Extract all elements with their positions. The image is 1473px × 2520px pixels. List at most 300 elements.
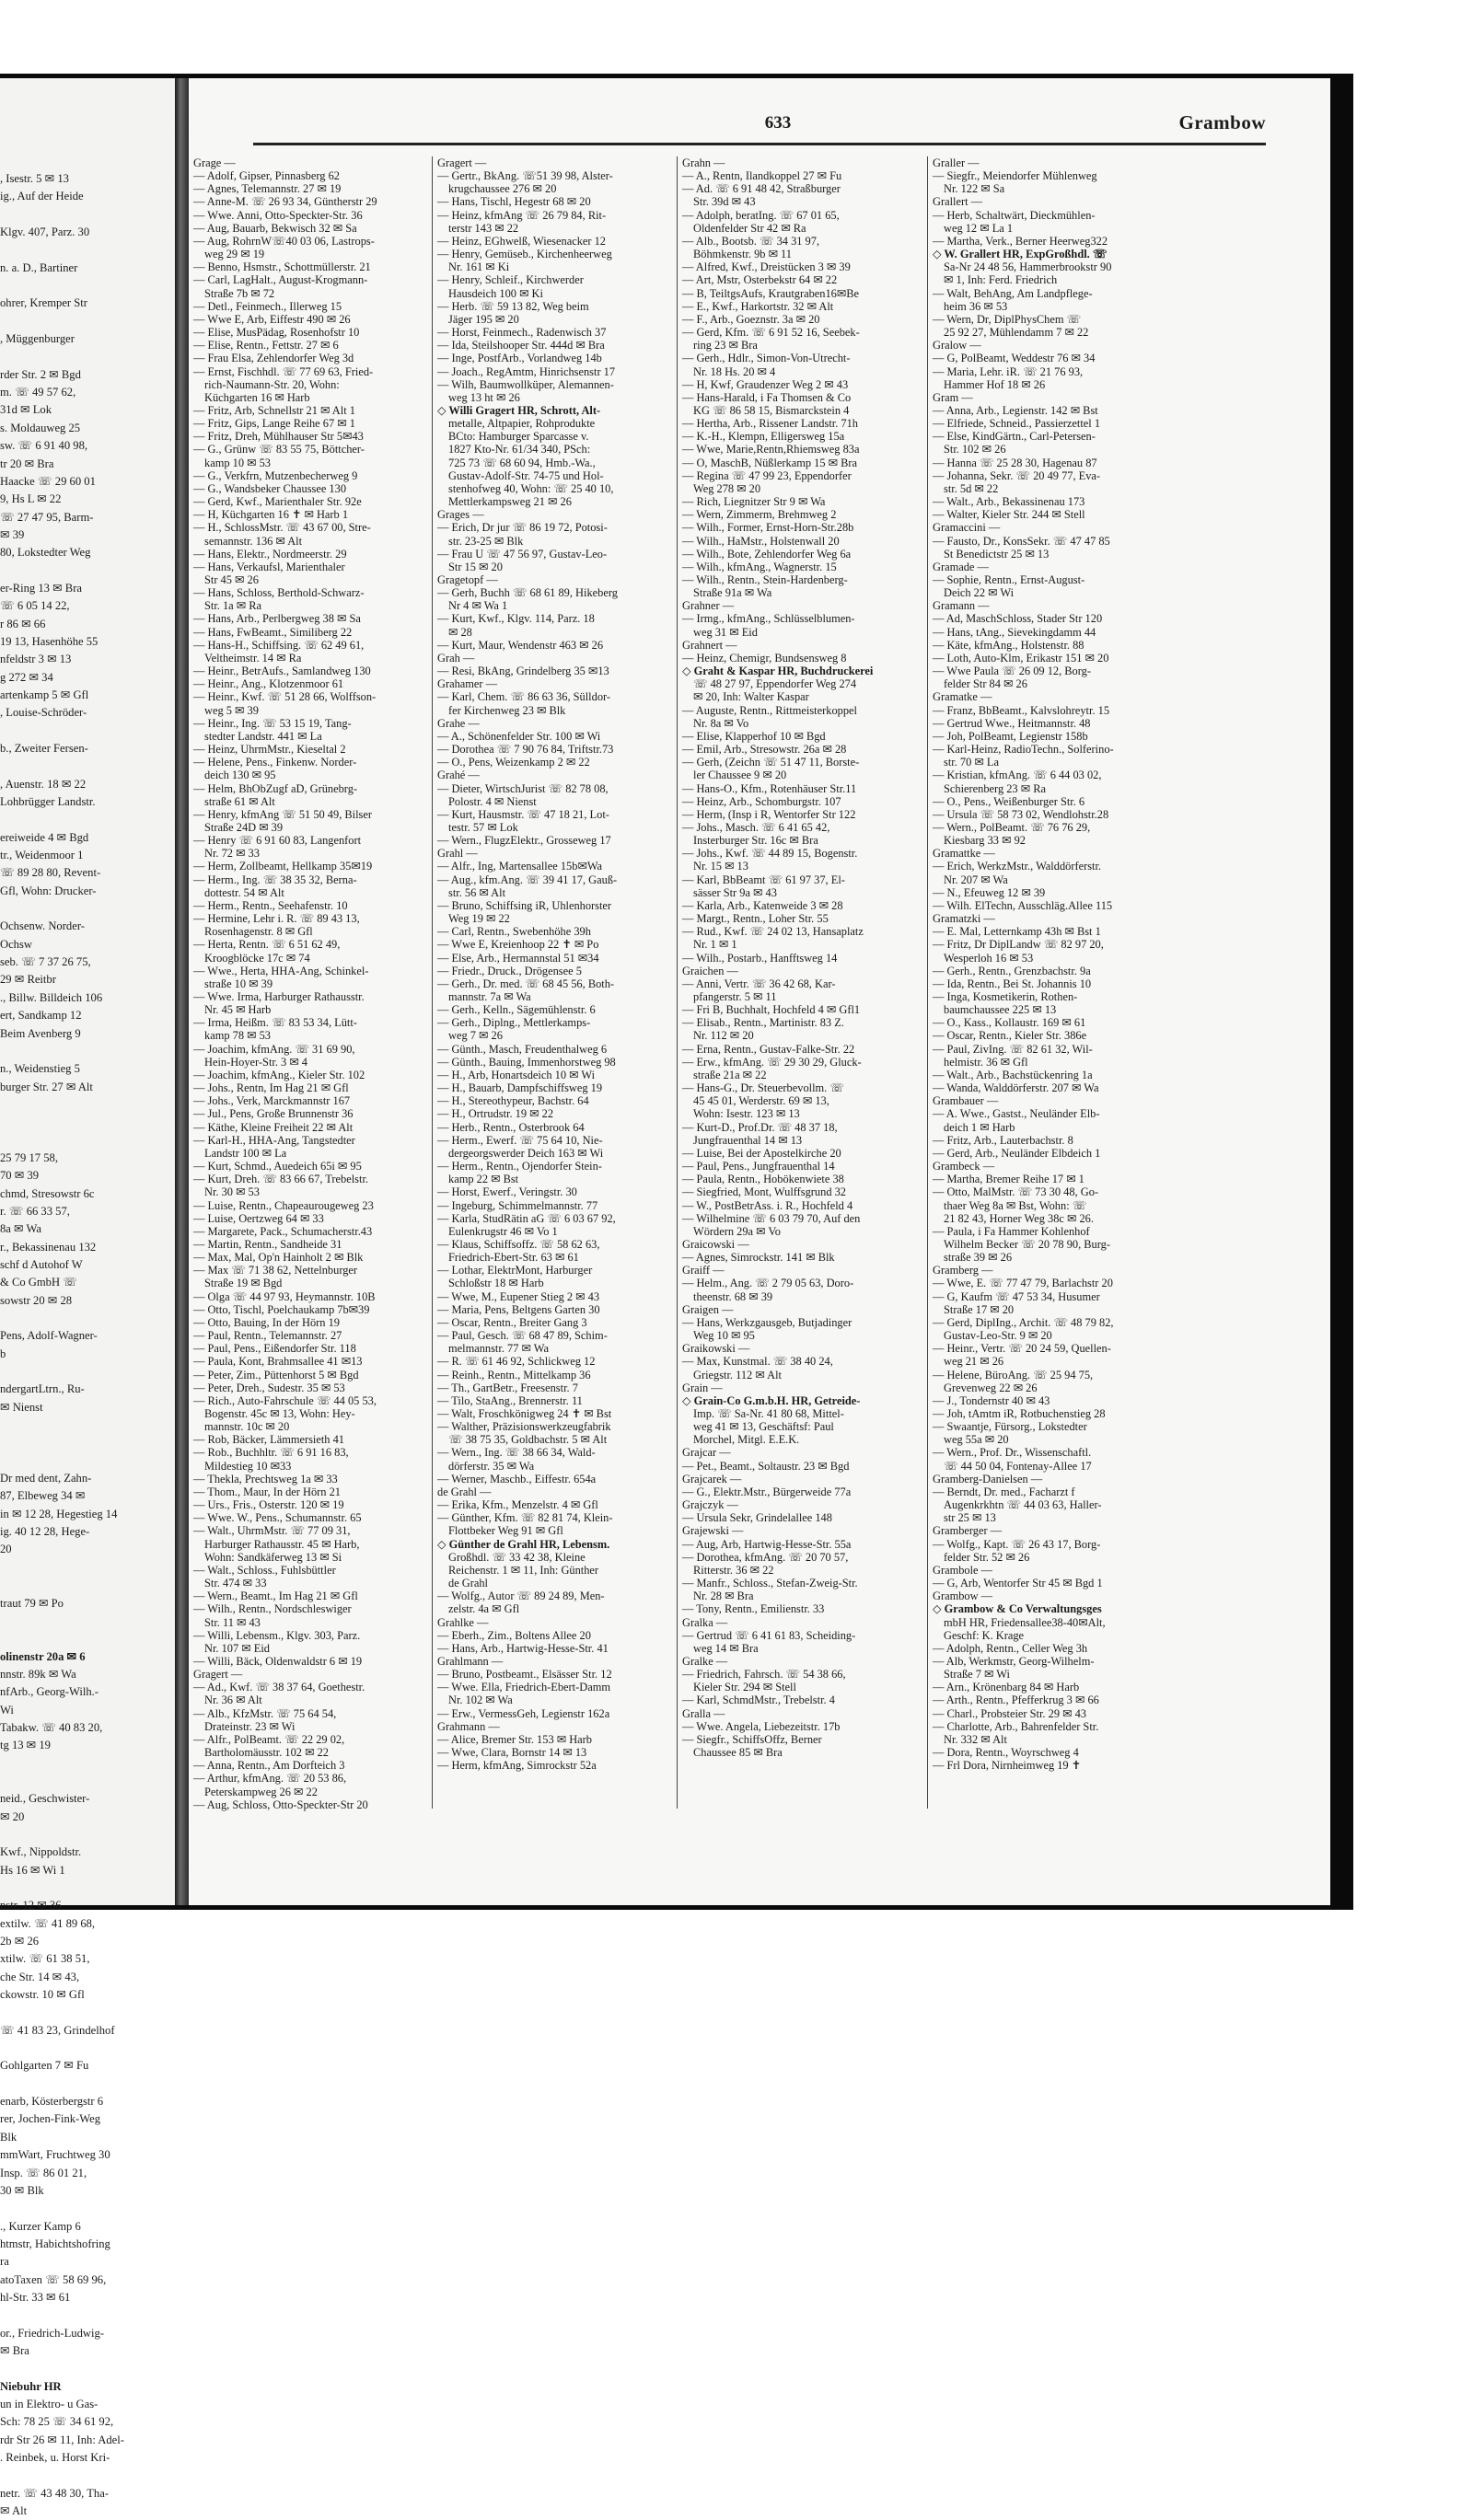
left-fragment-line: mmWart, Fruchtweg 30 (0, 2148, 110, 2162)
entry-continuation: Oldenfelder Str 42 ✉ Ra (693, 221, 806, 235)
entry-line: — Ingeburg, Schimmelmannstr. 77 (437, 1198, 598, 1212)
entry-continuation: Flottbeker Weg 91 ✉ Gfl (448, 1524, 563, 1538)
left-fragment-line: ert, Sandkamp 12 (0, 1009, 82, 1023)
header-rule (253, 143, 1266, 145)
surname-heading: Grambow — (933, 1589, 993, 1603)
entry-line: — Elise, MusPädag, Rosenhofstr 10 (193, 326, 360, 340)
entry-continuation: 21 82 43, Horner Weg 38c ✉ 26. (944, 1211, 1094, 1225)
surname-heading: Grahlmann — (437, 1654, 504, 1668)
entry-continuation: melmannstr. 77 ✉ Wa (448, 1342, 549, 1356)
entry-line: — Dora, Rentn., Woyrschweg 4 (933, 1746, 1079, 1760)
entry-line: — Wolfg., Autor ☏ 89 24 89, Men- (437, 1589, 605, 1603)
entry-continuation: weg 55a ✉ 20 (944, 1433, 1009, 1447)
entry-line: — A., Rentn, Ilandkoppel 27 ✉ Fu (682, 169, 842, 183)
surname-heading: Grahn — (682, 156, 725, 169)
entry-continuation: Jäger 195 ✉ 20 (448, 312, 519, 326)
entry-continuation: ☏ 38 75 35, Goldbachstr. 5 ✉ Alt (448, 1433, 608, 1447)
left-fragment-line: . Reinbek, u. Horst Kri- (0, 2451, 110, 2464)
entry-line: — Wern., Ing. ☏ 38 66 34, Wald- (437, 1446, 596, 1460)
entry-line: — Herm., Ing. ☏ 38 35 32, Berna- (193, 873, 357, 886)
surname-heading: Gramattke — (933, 847, 995, 861)
entry-line: — Frau Elsa, Zehlendorfer Weg 3d (193, 352, 354, 365)
entry-line: — Hans, Schloss, Berthold-Schwarz- (193, 586, 365, 600)
surname-heading: Grajczyk — (682, 1498, 738, 1512)
entry-line: — Karl, SchmdMstr., Trebelstr. 4 (682, 1693, 835, 1707)
entry-line: — Wwe E, Arb, Eiffestr 490 ✉ 26 (193, 312, 351, 326)
entry-continuation: Nr. 28 ✉ Bra (693, 1589, 754, 1603)
left-fragment-line (0, 1773, 170, 1790)
entry-line: — N., Efeuweg 12 ✉ 39 (933, 885, 1046, 899)
entry-line: — Erna, Rentn., Gustav-Falke-Str. 22 (682, 1042, 855, 1056)
entry-line: — Emil, Arb., Stresowstr. 26a ✉ 28 (682, 743, 847, 757)
left-fragment-line (0, 2075, 170, 2093)
entry-continuation: mannstr. 7a ✉ Wa (448, 990, 531, 1003)
entry-line: — Wilh., Rentn., Stein-Hardenberg- (682, 573, 848, 586)
entry-continuation: sässer Str 9a ✉ 43 (693, 885, 777, 899)
entry-continuation: Deich 22 ✉ Wi (944, 586, 1015, 600)
entry-line: — Agnes, Telemannstr. 27 ✉ 19 (193, 182, 342, 196)
entry-continuation: fer Kirchenweg 23 ✉ Blk (448, 703, 566, 717)
entry-line: — Maria, Pens, Beltgens Garten 30 (437, 1302, 600, 1316)
entry-line: — G., Elektr.Mstr., Bürgerweide 77a (682, 1485, 852, 1498)
entry-line: — Wwe, E. ☏ 77 47 79, Barlachstr 20 (933, 1277, 1113, 1290)
left-fragment-line: chmd, Stresowstr 6c (0, 1186, 95, 1200)
entry-continuation: 25 92 27, Mühlendamm 7 ✉ 22 (944, 326, 1089, 340)
left-fragment-line: 31d ✉ Lok (0, 403, 52, 417)
entry-line: — Walt., Schloss., Fuhlsbüttler (193, 1563, 336, 1577)
entry-line: — Helm, BhObZugf aD, Grünebrg- (193, 781, 358, 795)
entry-line: — Paul, Pens., Eißendorfer Str. 118 (193, 1342, 356, 1356)
entry-line: — Wilh, Baumwollküper, Alemannen- (437, 377, 614, 391)
entry-continuation: Harburger Rathausstr. 45 ✉ Harb, (204, 1537, 360, 1551)
entry-line: — Walt, BehAng, Am Landpflege- (933, 286, 1093, 300)
entry-line: — Tony, Rentn., Emilienstr. 33 (682, 1602, 825, 1616)
entry-continuation: Morchel, Mitgl. E.E.K. (693, 1433, 800, 1447)
entry-line: — Hans-O., Kfm., Rotenhäuser Str.11 (682, 781, 857, 795)
entry-line: — Fritz, Dreh, Mühlhauser Str 5✉43 (193, 430, 364, 444)
entry-line: — Wwe, M., Eupener Stieg 2 ✉ 43 (437, 1289, 600, 1303)
entry-continuation: Geschf: K. Krage (944, 1628, 1025, 1642)
entry-continuation: Eulenkrugstr 46 ✉ Vo 1 (448, 1224, 558, 1238)
entry-line: — Max, Kunstmal. ☏ 38 40 24, (682, 1355, 833, 1369)
entry-line: — Wern, Dr, DiplPhysChem ☏ (933, 312, 1082, 326)
left-fragment-line (0, 1577, 170, 1594)
entry-line: — Elise, Klapperhof 10 ✉ Bgd (682, 729, 826, 743)
left-fragment-line: nstr. 12 ✉ 36 (0, 1899, 62, 1913)
entry-continuation: Kiesbarg 33 ✉ 92 (944, 834, 1026, 848)
left-fragment-line (0, 900, 170, 918)
entry-continuation: Str. 39d ✉ 43 (693, 195, 756, 209)
left-fragment-line: 29 ✉ Reitbr (0, 973, 56, 987)
entry-line: — Aug, RohrnW☏40 03 06, Lastrops- (193, 234, 375, 248)
left-fragment-line: tr., Weidenmoor 1 (0, 849, 84, 862)
entry-line: — Gerh, Buchh ☏ 68 61 89, Hikeberg (437, 586, 618, 600)
entry-line: — Elisab., Rentn., Martinistr. 83 Z. (682, 1016, 844, 1030)
entry-continuation: thaer Weg 8a ✉ Bst, Wohn: ☏ (944, 1198, 1087, 1212)
entry-line: — Klaus, Schiffsoffz. ☏ 58 62 63, (437, 1237, 600, 1251)
entry-continuation: KG ☏ 86 58 15, Bismarckstein 4 (693, 403, 850, 417)
left-fragment-line: r 86 ✉ 66 (0, 617, 46, 630)
entry-line: — Lothar, ElektrMont, Harburger (437, 1264, 593, 1277)
entry-line: — Aug, Schloss, Otto-Speckter-Str 20 (193, 1798, 368, 1811)
entry-continuation: ring 23 ✉ Bra (693, 339, 758, 353)
entry-continuation: Straße 7 ✉ Wi (944, 1668, 1010, 1682)
entry-line: — Karl, BbBeamt ☏ 61 97 37, El- (682, 873, 845, 886)
directory-page (189, 78, 1330, 1905)
left-fragment-line (0, 241, 170, 259)
left-fragment-line: n., Weidenstieg 5 (0, 1062, 80, 1076)
entry-line: — Alb., Bootsb. ☏ 34 31 97, (682, 234, 820, 248)
left-fragment-line (0, 1363, 170, 1381)
entry-continuation: felder Str 84 ✉ 26 (944, 677, 1027, 691)
entry-line: — Heinz, Chemigr, Bundsensweg 8 (682, 651, 847, 665)
left-fragment-line: Niebuhr HR (0, 2379, 62, 2393)
entry-continuation: kamp 78 ✉ 53 (204, 1029, 271, 1043)
entry-line: — Heinr., BetrAufs., Samlandweg 130 (193, 665, 371, 678)
entry-line: — Joachim, kfmAng. ☏ 31 69 90, (193, 1042, 355, 1056)
entry-line: — W., PostBetrAss. i. R., Hochfeld 4 (682, 1198, 853, 1212)
entry-line: — Gerd, Kfm. ☏ 6 91 52 16, Seebek- (682, 326, 860, 340)
surname-heading: Gragert — (437, 156, 487, 169)
entry-continuation: Augenkrkhtn ☏ 44 03 63, Haller- (944, 1498, 1102, 1512)
entry-line: — Margarete, Pack., Schumacherstr.43 (193, 1224, 373, 1238)
entry-continuation: Sa-Nr 24 48 56, Hammerbrookstr 90 (944, 260, 1112, 274)
left-fragment-line: Gohlgarten 7 ✉ Fu (0, 2059, 89, 2073)
entry-line: — H., Stereothypeur, Bachstr. 64 (437, 1094, 589, 1108)
entry-line: — Siegfried, Mont, Wulffsgrund 32 (682, 1185, 847, 1199)
entry-line: — Günth., Bauing, Immenhorstweg 98 (437, 1055, 616, 1069)
entry-continuation: Nr 4 ✉ Wa 1 (448, 599, 508, 613)
left-fragment-line: Kwf., Nippoldstr. (0, 1845, 82, 1859)
entry-line: — Sophie, Rentn., Ernst-August- (933, 573, 1085, 586)
directory-column-2 (437, 156, 671, 1772)
entry-continuation: Insterburger Str. 16c ✉ Bra (693, 834, 818, 848)
entry-line: — Wilh., Former, Ernst-Horn-Str.28b (682, 521, 854, 535)
entry-line: — Horst, Feinmech., Radenwisch 37 (437, 326, 607, 340)
entry-line: — Herm., Rentn., Seehafenstr. 10 (193, 898, 348, 912)
left-fragment-line (0, 722, 170, 740)
entry-continuation: Kieler Str. 294 ✉ Stell (693, 1681, 796, 1694)
entry-line: — Heinr., Ang., Klotzenmoor 61 (193, 677, 344, 691)
entry-line: — R. ☏ 61 46 92, Schlickweg 12 (437, 1355, 596, 1369)
entry-line: — Irmg., kfmAng., Schlüsselblumen- (682, 612, 855, 626)
entry-line: — Helm., Ang. ☏ 2 79 05 63, Doro- (682, 1277, 854, 1290)
entry-line: — Oscar, Rentn., Breiter Gang 3 (437, 1315, 587, 1329)
entry-line: — Wern., Prof. Dr., Wissenschaftl. (933, 1446, 1092, 1460)
entry-continuation: deich 130 ✉ 95 (204, 769, 276, 782)
entry-line: — Johanna, Sekr. ☏ 20 49 77, Eva- (933, 468, 1101, 482)
surname-heading: Graiff — (682, 1264, 725, 1277)
entry-continuation: terstr 143 ✉ 22 (448, 221, 519, 235)
left-fragment-line: Haacke ☏ 29 60 01 (0, 474, 96, 488)
entry-line: — Wwe. Anni, Otto-Speckter-Str. 36 (193, 208, 363, 222)
entry-line: — Alfred, Kwf., Dreistücken 3 ✉ 39 (682, 260, 851, 274)
entry-line: — Carl, LagHalt., August-Krogmann- (193, 273, 368, 287)
left-fragment-line (0, 1452, 170, 1470)
entry-continuation: str. 70 ✉ La (944, 756, 999, 769)
entry-continuation: kamp 10 ✉ 53 (204, 456, 271, 469)
entry-line: — Art, Mstr, Osterbekstr 64 ✉ 22 (682, 273, 838, 287)
left-page-column (0, 170, 170, 2520)
entry-continuation: weg 13 ht ✉ 26 (448, 390, 520, 404)
entry-line: — Heinz, Arb., Schomburgstr. 107 (682, 794, 841, 808)
surname-heading: Grallert — (933, 195, 983, 209)
left-fragment-line: ereiweide 4 ✉ Bgd (0, 830, 89, 844)
left-fragment-line: , Isestr. 5 ✉ 13 (0, 172, 69, 185)
left-fragment-line: 19 13, Hasenhöhe 55 (0, 634, 99, 648)
entry-line: — Hans-Harald, i Fa Thomsen & Co (682, 390, 852, 404)
entry-line: — Urs., Fris., Osterstr. 120 ✉ 19 (193, 1498, 344, 1512)
left-fragment-line (0, 2200, 170, 2217)
entry-line: — Max, Mal, Op'n Hainholt 2 ✉ Blk (193, 1251, 364, 1265)
surname-heading: Gralke — (682, 1654, 728, 1668)
entry-line: — Joh, tAmtm iR, Rotbuchenstieg 28 (933, 1407, 1106, 1420)
entry-continuation: Ritterstr. 36 ✉ 22 (693, 1563, 774, 1577)
entry-line: — Aug., kfm.Ang. ☏ 39 41 17, Gauß- (437, 873, 618, 886)
entry-line: — Gerh., Kelln., Sägemühlenstr. 6 (437, 1003, 596, 1017)
directory-column-3 (682, 156, 916, 1759)
entry-line: — Gerh, (Zeichn ☏ 51 47 11, Borste- (682, 756, 860, 769)
entry-line: — Gerh., Hdlr., Simon-Von-Utrecht- (682, 352, 851, 365)
left-fragment-line: netr. ☏ 43 48 30, Tha- (0, 2486, 109, 2500)
entry-continuation: Weg 278 ✉ 20 (693, 481, 761, 495)
left-fragment-line: ., Kurzer Kamp 6 (0, 2219, 81, 2233)
entry-line: — A., Schönenfelder Str. 100 ✉ Wi (437, 729, 601, 743)
entry-line: — Siegfr., Meiendorfer Mühlenweg (933, 169, 1097, 183)
surname-heading: Gramann — (933, 599, 990, 613)
entry-continuation: Grevenweg 22 ✉ 26 (944, 1381, 1038, 1394)
entry-continuation: Nr. 107 ✉ Eid (204, 1641, 270, 1655)
entry-line: — Walt., Arb., Bachstückenring 1a (933, 1068, 1093, 1081)
left-fragment-line (0, 313, 170, 330)
entry-line: — Jul., Pens, Große Brunnenstr 36 (193, 1107, 354, 1121)
entry-line: — Paul, Gesch. ☏ 68 47 89, Schim- (437, 1329, 608, 1343)
entry-line: — Joh, PolBeamt, Legienstr 158b (933, 729, 1088, 743)
entry-continuation: Str. 474 ✉ 33 (204, 1577, 267, 1590)
left-fragment-line: Tabakw. ☏ 40 83 20, (0, 1720, 103, 1734)
entry-line: — Wwe E, Kreienhoop 22 ✝ ✉ Po (437, 938, 599, 952)
surname-heading: de Grahl — (437, 1485, 492, 1498)
entry-continuation: Nr. 36 ✉ Alt (204, 1693, 262, 1707)
entry-continuation: Weg 19 ✉ 22 (448, 912, 510, 926)
entry-continuation: rich-Naumann-Str. 20, Wohn: (204, 377, 340, 391)
entry-continuation: ✉ 1, Inh: Ferd. Friedrich (944, 273, 1058, 287)
left-fragment-line (0, 1630, 170, 1647)
surname-heading: Gramberger — (933, 1524, 1003, 1538)
left-fragment-line: Ochsenw. Norder- (0, 919, 85, 933)
left-fragment-line: 87, Elbeweg 34 ✉ (0, 1489, 86, 1503)
entry-line: — Paula, Rentn., Hobökenwiete 38 (682, 1173, 844, 1186)
entry-line: — Erw., kfmAng. ☏ 29 30 29, Gluck- (682, 1055, 862, 1069)
surname-heading: Gralow — (933, 339, 981, 353)
entry-continuation: Mettlerkampsweg 21 ✉ 26 (448, 495, 572, 509)
entry-line: — Bruno, Schiffsing iR, Uhlenhorster (437, 898, 612, 912)
left-fragment-line: ✉ Alt (0, 2504, 28, 2518)
left-fragment-line: burger Str. 27 ✉ Alt (0, 1080, 93, 1093)
entry-continuation: mannstr. 10c ✉ 20 (204, 1420, 290, 1434)
left-fragment-line: 70 ✉ 39 (0, 1169, 40, 1183)
entry-line: — Karl-Heinz, RadioTechn., Solferino- (933, 743, 1114, 757)
left-fragment-line: tr 20 ✉ Bra (0, 457, 54, 470)
left-fragment-line: ☏ 6 05 14 22, (0, 599, 70, 613)
entry-continuation: Nr. 207 ✉ Wa (944, 873, 1008, 886)
entry-line: — Heinz, kfmAng ☏ 26 79 84, Rit- (437, 208, 607, 222)
surname-heading: Grambole — (933, 1563, 993, 1577)
left-fragment-line: er-Ring 13 ✉ Bra (0, 581, 82, 595)
entry-line: — Walther, Präzisionswerkzeugfabrik (437, 1420, 611, 1434)
entry-continuation: ☏ 44 50 04, Fontenay-Allee 17 (944, 1459, 1092, 1473)
entry-line: — O., Kass., Kollaustr. 169 ✉ 61 (933, 1016, 1086, 1030)
entry-continuation: str. 23-25 ✉ Blk (448, 534, 524, 548)
entry-line: — Alice, Bremer Str. 153 ✉ Harb (437, 1732, 592, 1746)
entry-line: — Alfr., Ing, Martensallee 15b✉Wa (437, 860, 603, 873)
entry-continuation: BCto: Hamburger Sparcasse v. (448, 430, 589, 444)
entry-line: — Fritz, Dr DiplLandw ☏ 82 97 20, (933, 938, 1104, 952)
entry-continuation: weg 12 ✉ La 1 (944, 221, 1014, 235)
left-fragment-line: ndergartLtrn., Ru- (0, 1382, 85, 1396)
entry-line: — Wilh., HaMstr., Holstenwall 20 (682, 534, 840, 548)
entry-line: — Elfriede, Schneid., Passierzettel 1 (933, 417, 1101, 431)
entry-continuation: Reichenstr. 1 ✉ 11, Inh: Günther (448, 1563, 599, 1577)
left-fragment-line: or., Friedrich-Ludwig- (0, 2326, 104, 2340)
entry-line: — Ad., Kwf. ☏ 38 37 64, Goethestr. (193, 1681, 365, 1694)
entry-line: — H, Kwf, Graudenzer Weg 2 ✉ 43 (682, 377, 849, 391)
entry-line: — Carl, Rentn., Swebenhöhe 39h (437, 925, 591, 939)
entry-line: — Hans, Elektr., Nordmeerstr. 29 (193, 547, 347, 561)
entry-line: — Benno, Hsmstr., Schottmüllerstr. 21 (193, 260, 371, 274)
entry-line: — Henry, Gemüseb., Kirchenheerweg (437, 248, 612, 261)
left-fragment-line: artenkamp 5 ✉ Gfl (0, 688, 89, 701)
entry-line: — Anni, Vertr. ☏ 36 42 68, Kar- (682, 977, 836, 990)
surname-heading: Gralla — (682, 1706, 725, 1720)
left-fragment-line: ☏ 41 83 23, Grindelhof (0, 2023, 115, 2037)
entry-line: — Johs., Rentn, Im Hag 21 ✉ Gfl (193, 1081, 349, 1095)
left-fragment-line: 25 79 17 58, (0, 1150, 58, 1164)
entry-line: — Herm., Rentn., Ojendorfer Stein- (437, 1160, 602, 1173)
entry-line: — Wilhelmine ☏ 6 03 79 70, Auf den (682, 1211, 861, 1225)
left-fragment-line: ✉ 39 (0, 527, 25, 541)
left-fragment-line: ., Billw. Billdeich 106 (0, 990, 103, 1004)
left-fragment-line: Insp. ☏ 86 01 21, (0, 2166, 87, 2179)
entry-line: — Arthur, kfmAng. ☏ 20 53 86, (193, 1772, 347, 1786)
entry-continuation: Nr. 18 Hs. 20 ✉ 4 (693, 364, 776, 378)
entry-continuation: Str. 1a ✉ Ra (204, 599, 262, 613)
left-fragment-line (0, 1826, 170, 1844)
entry-line: — Fritz, Arb, Schnellstr 21 ✉ Alt 1 (193, 403, 355, 417)
entry-line: — Paul, Pens., Jungfrauenthal 14 (682, 1160, 835, 1173)
entry-line: — Aug, Arb, Hartwig-Hesse-Str. 55a (682, 1537, 852, 1551)
entry-line: — Heinr., Vertr. ☏ 20 24 59, Quellen- (933, 1342, 1111, 1356)
entry-line: — G, Kaufm ☏ 47 53 34, Husumer (933, 1289, 1100, 1303)
entry-continuation: Schloßstr 18 ✉ Harb (448, 1277, 544, 1290)
entry-line: — A. Wwe., Gastst., Neuländer Elb- (933, 1107, 1100, 1121)
entry-continuation: Landstr 100 ✉ La (204, 1146, 287, 1160)
left-fragment-line: ig. 40 12 28, Hege- (0, 1525, 90, 1539)
left-fragment-line: ra (0, 2255, 9, 2269)
surname-heading: Gramberg-Danielsen — (933, 1472, 1043, 1485)
left-fragment-line (0, 757, 170, 775)
entry-continuation: Gustav-Adolf-Str. 74-75 und Hol- (448, 468, 604, 482)
entry-line: — Kurt-D., Prof.Dr. ☏ 48 37 18, (682, 1120, 838, 1134)
entry-line: — Kurt, Hausmstr. ☏ 47 18 21, Lot- (437, 807, 609, 821)
entry-line: — Wern., PolBeamt. ☏ 76 76 29, (933, 820, 1091, 834)
entry-line: — Hans, Arb., Hartwig-Hesse-Str. 41 (437, 1641, 609, 1655)
entry-line: — Henry, Schleif., Kirchwerder (437, 273, 584, 287)
surname-heading: Grahé — (437, 769, 480, 782)
entry-line: — Friedrich, Fahrsch. ☏ 54 38 66, (682, 1668, 846, 1682)
entry-line: — H, Küchgarten 16 ✝ ✉ Harb 1 (193, 508, 349, 522)
entry-continuation: Nr. 30 ✉ 53 (204, 1185, 260, 1199)
entry-line: — Hans-G., Dr. Steuerbevollm. ☏ (682, 1081, 844, 1095)
left-fragment-line: Gfl, Wohn: Drucker- (0, 884, 97, 897)
entry-continuation: Chaussee 85 ✉ Bra (693, 1746, 783, 1760)
left-fragment-line: ig., Auf der Heide (0, 190, 84, 203)
entry-line: — Thekla, Prechtsweg 1a ✉ 33 (193, 1472, 338, 1485)
left-fragment-line: 8a ✉ Wa (0, 1222, 41, 1236)
entry-continuation: 45 45 01, Werderstr. 69 ✉ 13, (693, 1094, 829, 1108)
entry-line: — Fausto, Dr., KonsSekr. ☏ 47 47 85 (933, 534, 1110, 548)
entry-continuation: felder Str. 52 ✉ 26 (944, 1550, 1030, 1564)
entry-continuation: pfangerstr. 5 ✉ 11 (693, 990, 777, 1003)
entry-line: — Gerd, Kwf., Marienthaler Str. 92e (193, 495, 362, 509)
entry-line: — Wilh., Bote, Zehlendorfer Weg 6a (682, 547, 852, 561)
book-gutter (175, 78, 189, 1905)
left-fragment-line (0, 811, 170, 828)
entry-continuation: Nr. 1 ✉ 1 (693, 938, 737, 952)
entry-line: — Arth., Rentn., Pfefferkrug 3 ✉ 66 (933, 1693, 1099, 1707)
left-fragment-line: Hs 16 ✉ Wi 1 (0, 1863, 65, 1877)
entry-line: — Johs., Verk, Marckmannstr 167 (193, 1094, 351, 1108)
entry-line: — Maria, Lehr. iR. ☏ 21 76 93, (933, 364, 1084, 378)
entry-line: — Herm., Ewerf. ☏ 75 64 10, Nie- (437, 1133, 603, 1147)
entry-continuation: stedter Landstr. 441 ✉ La (204, 729, 322, 743)
entry-continuation: straße 61 ✉ Alt (204, 794, 275, 808)
entry-line: — H., SchlossMstr. ☏ 43 67 00, Stre- (193, 521, 371, 535)
entry-continuation: Griegstr. 112 ✉ Alt (693, 1368, 782, 1381)
entry-line: — Martin, Rentn., Sandheide 31 (193, 1237, 342, 1251)
entry-line: — Johs., Kwf. ☏ 44 89 15, Bogenstr. (682, 847, 858, 861)
entry-line: — Herb, Schaltwärt, Dieckmühlen- (933, 208, 1096, 222)
entry-line: — Erw., VermessGeh, Legienstr 162a (437, 1706, 610, 1720)
left-fragment-line: g 272 ✉ 34 (0, 670, 53, 684)
entry-line: — Wilh., Rentn., Nordschleswiger (193, 1602, 352, 1616)
surname-heading: Graigen — (682, 1302, 734, 1316)
left-fragment-line: olinenstr 20a ✉ 6 (0, 1649, 86, 1663)
entry-continuation: Str 45 ✉ 26 (204, 573, 259, 586)
entry-continuation: dottestr. 54 ✉ Alt (204, 885, 284, 899)
entry-line: — Hans, Arb., Perlbergweg 38 ✉ Sa (193, 612, 361, 626)
entry-line: — Johs., Masch. ☏ 6 41 65 42, (682, 820, 830, 834)
left-fragment-line (0, 1310, 170, 1327)
entry-line: — Anna, Rentn., Am Dorfteich 3 (193, 1759, 345, 1773)
entry-line: — Else, Arb., Hermannstal 51 ✉34 (437, 951, 599, 965)
surname-heading: Gramatzki — (933, 912, 995, 926)
left-fragment-line (0, 2004, 170, 2021)
entry-continuation: Kroogblöcke 17c ✉ 74 (204, 951, 310, 965)
entry-line: — Wolfg., Kapt. ☏ 26 43 17, Borg- (933, 1537, 1101, 1551)
entry-line: — Wilh., Postarb., Hanfftsweg 14 (682, 951, 838, 965)
surname-heading: Grahlke — (437, 1615, 489, 1629)
entry-continuation: Mildestieg 10 ✉33 (204, 1459, 292, 1473)
entry-line: — H., Arb, Honartsdeich 10 ✉ Wi (437, 1068, 596, 1081)
entry-line: — Wilh. ElTechn, Ausschläg.Allee 115 (933, 898, 1113, 912)
entry-line: — Karl-H., HHA-Ang, Tangstedter (193, 1133, 355, 1147)
entry-continuation: Weg 10 ✉ 95 (693, 1329, 755, 1343)
entry-line: — Agnes, Simrockstr. 141 ✉ Blk (682, 1251, 835, 1265)
entry-line: — Reinh., Rentn., Mittelkamp 36 (437, 1368, 591, 1381)
left-fragment-line (0, 1416, 170, 1434)
entry-line: — Wilh., kfmAng., Wagnerstr. 15 (682, 560, 837, 573)
